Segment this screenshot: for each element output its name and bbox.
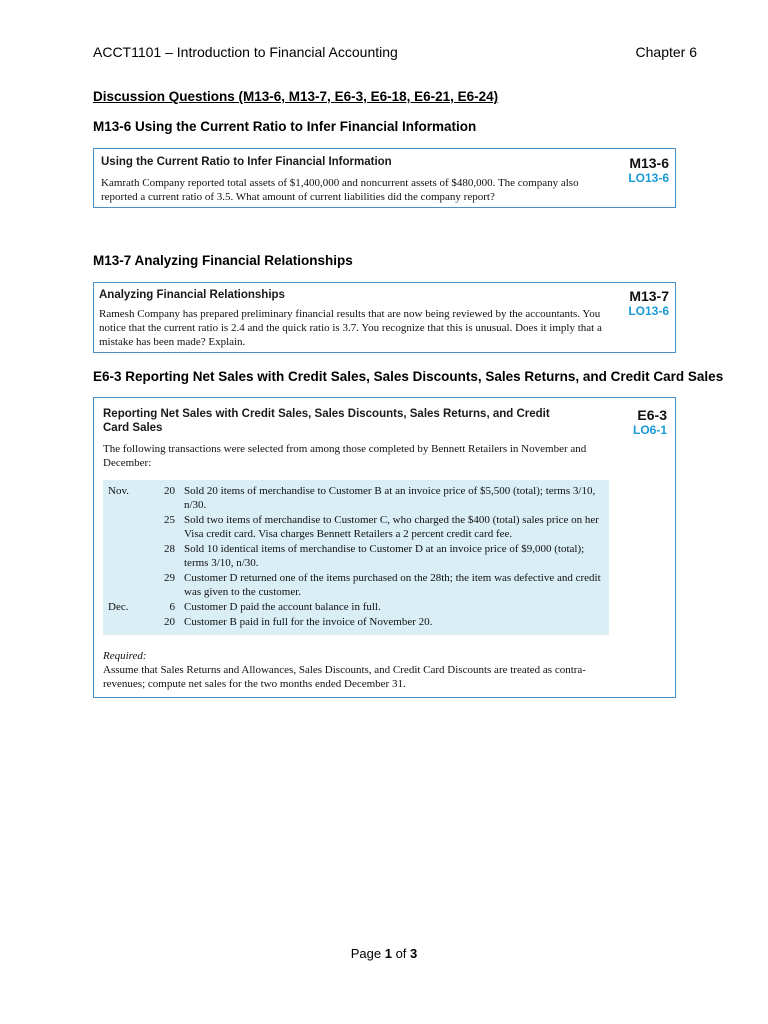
page-prefix: Page bbox=[350, 946, 385, 961]
transaction-description: Customer D returned one of the items purchased on the 28th; the item was defective and credit was given to the customer. bbox=[184, 572, 601, 598]
transaction-row bbox=[103, 484, 609, 513]
required-label: Required: bbox=[103, 650, 147, 662]
exercise-code bbox=[633, 407, 667, 437]
page-current: 1 bbox=[384, 946, 392, 961]
exercise-number: M13-6 bbox=[629, 155, 669, 171]
chapter-label: Chapter 6 bbox=[635, 44, 697, 60]
learning-objective: LO13-6 bbox=[628, 171, 669, 185]
section-heading-m13-7: M13-7 Analyzing Financial Relationships bbox=[93, 253, 353, 268]
transaction-month bbox=[103, 615, 151, 630]
transaction-description: Sold 20 items of merchandise to Customer B at an invoice price of $5,500 (total); terms 3/10, n/30. bbox=[184, 485, 596, 511]
transaction-day: 28 bbox=[164, 543, 175, 555]
exercise-box-m13-7 bbox=[93, 282, 676, 353]
transaction-month bbox=[103, 542, 151, 571]
transaction-month bbox=[103, 513, 151, 542]
learning-objective: LO13-6 bbox=[628, 304, 669, 318]
section-heading-e6-3: E6-3 Reporting Net Sales with Credit Sales, Sales Discounts, Sales Returns, and Credit Card Sales bbox=[93, 369, 724, 384]
discussion-title: Discussion Questions (M13-6, M13-7, E6-3, E6-18, E6-21, E6-24) bbox=[93, 89, 499, 104]
transactions-table bbox=[103, 480, 609, 635]
transaction-month: Dec. bbox=[108, 601, 129, 613]
course-title: ACCT1101 – Introduction to Financial Accounting bbox=[93, 44, 398, 60]
transaction-row bbox=[103, 615, 609, 630]
transaction-description: Customer D paid the account balance in full. bbox=[184, 601, 381, 613]
exercise-code bbox=[628, 155, 669, 185]
required-text: Assume that Sales Returns and Allowances, Sales Discounts, and Credit Card Discounts are treated as contra-revenues; compute net sales for the two months ended December 31. bbox=[103, 664, 586, 690]
transaction-row bbox=[103, 542, 609, 571]
transaction-row bbox=[103, 600, 609, 615]
exercise-number: M13-7 bbox=[629, 288, 669, 304]
exercise-title: Using the Current Ratio to Infer Financial Information bbox=[101, 156, 392, 168]
transaction-month: Nov. bbox=[108, 485, 129, 497]
exercise-text: Kamrath Company reported total assets of $1,400,000 and noncurrent assets of $480,000. The company also reported a current ratio of 3.5. What amount of current liabilities did the company report? bbox=[101, 177, 579, 203]
section-heading-m13-6: M13-6 Using the Current Ratio to Infer Financial Information bbox=[93, 119, 477, 134]
exercise-intro: The following transactions were selected from among those completed by Bennett Retailers in November and December: bbox=[103, 443, 587, 469]
transaction-day: 6 bbox=[169, 601, 175, 613]
transaction-day: 29 bbox=[164, 572, 175, 584]
transaction-description: Customer B paid in full for the invoice of November 20. bbox=[184, 616, 433, 628]
transaction-day: 25 bbox=[164, 514, 175, 526]
exercise-title: Analyzing Financial Relationships bbox=[99, 289, 285, 301]
exercise-code bbox=[628, 288, 669, 318]
transaction-row bbox=[103, 513, 609, 542]
page-of: of bbox=[391, 946, 411, 961]
learning-objective: LO6-1 bbox=[632, 423, 667, 437]
transaction-description: Sold two items of merchandise to Customer C, who charged the $400 (total) sales price on her Visa credit card. Visa charges Bennett Retailers a 2 percent credit card fee. bbox=[184, 514, 599, 540]
transaction-day: 20 bbox=[164, 485, 175, 497]
exercise-title: Reporting Net Sales with Credit Sales, Sales Discounts, Sales Returns, and Credit Card Sales bbox=[103, 408, 550, 434]
page-header bbox=[93, 44, 697, 60]
transaction-month bbox=[103, 571, 151, 600]
transaction-description: Sold 10 identical items of merchandise to Customer D at an invoice price of $9,000 (total); terms 3/10, n/30. bbox=[184, 543, 585, 569]
exercise-number: E6-3 bbox=[637, 407, 667, 423]
page-total: 3 bbox=[410, 946, 418, 961]
exercise-box-m13-6 bbox=[93, 148, 676, 208]
page-footer bbox=[0, 946, 768, 961]
transaction-row bbox=[103, 571, 609, 600]
transaction-day: 20 bbox=[164, 616, 175, 628]
exercise-text: Ramesh Company has prepared preliminary financial results that are now being reviewed by the accountants. You notice that the current ratio is 2.4 and the quick ratio is 3.7. You recognize that this is unusual. Does it imply that a mistake has been made? Explain. bbox=[99, 308, 602, 348]
exercise-box-e6-3 bbox=[93, 397, 676, 698]
